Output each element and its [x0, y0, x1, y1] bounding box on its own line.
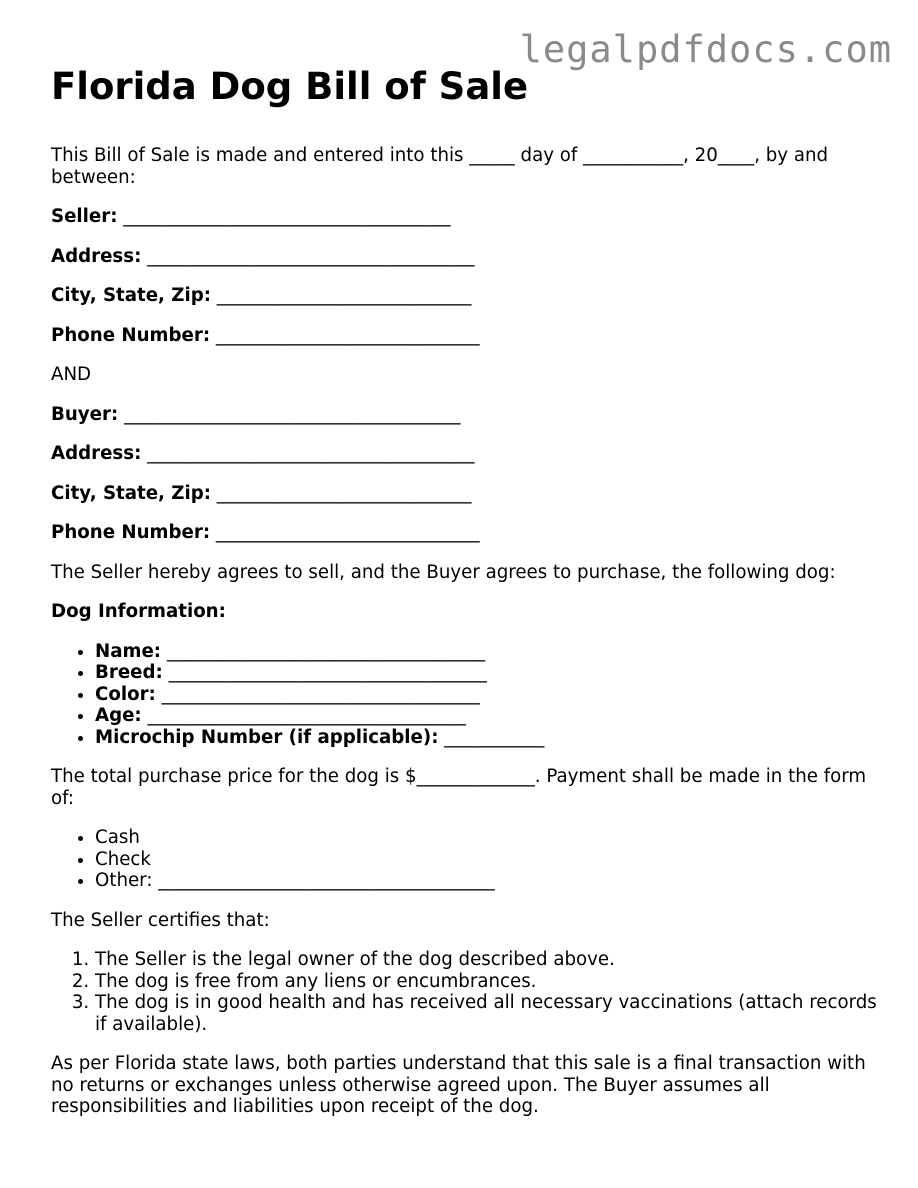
- payment-option-other: • Other: _____________________________________: [95, 870, 881, 892]
- seller-name-field: [51, 206, 881, 228]
- dog-color-blank: ___________________________________: [155, 683, 480, 705]
- dog-info-list: [51, 641, 881, 749]
- dog-color-label: Color:: [95, 683, 156, 705]
- list-item: [95, 705, 881, 727]
- seller-name-blank: ____________________________________: [117, 206, 451, 227]
- watermark: legalpdfdocs.com: [519, 28, 892, 71]
- buyer-phone-field: [51, 522, 881, 544]
- price-paragraph: The total purchase price for the dog is $_____________. Payment shall be made in the form of:: [51, 766, 867, 809]
- document-body: [51, 64, 881, 1136]
- list-item: [95, 662, 881, 684]
- certify-paragraph: The Seller certifies that:: [51, 909, 270, 931]
- list-item: 3. The dog is in good health and has received all necessary vaccinations (attach records if available).: [95, 992, 881, 1035]
- payment-option-cash: • Cash: [95, 827, 881, 849]
- dog-age-blank: ___________________________________: [141, 705, 466, 726]
- seller-city-blank: ____________________________: [211, 285, 472, 306]
- seller-city-field: [51, 285, 881, 307]
- buyer-phone-label: Phone Number:: [51, 522, 211, 543]
- dog-breed-label: Breed:: [95, 662, 163, 683]
- seller-city-label: City, State, Zip:: [51, 285, 212, 306]
- list-item: [95, 727, 881, 749]
- buyer-address-label: Address:: [51, 443, 142, 464]
- seller-address-field: [51, 246, 881, 268]
- list-item: 1. The Seller is the legal owner of the dog described above.: [95, 949, 881, 971]
- payment-options-list: [51, 827, 881, 892]
- and-separator: AND: [51, 364, 92, 385]
- seller-address-blank: ____________________________________: [141, 245, 475, 267]
- buyer-phone-blank: _____________________________: [210, 522, 480, 543]
- buyer-address-field: [51, 443, 881, 465]
- certifications-list: [51, 949, 881, 1035]
- dog-info-heading: Dog Information:: [51, 601, 226, 622]
- dog-name-label: Name:: [95, 640, 162, 662]
- seller-name-label: Seller:: [51, 206, 118, 227]
- buyer-name-label: Buyer:: [51, 403, 119, 425]
- seller-address-label: Address:: [51, 245, 142, 267]
- buyer-name-blank: _____________________________________: [118, 403, 461, 425]
- agreement-paragraph: The Seller hereby agrees to sell, and the Buyer agrees to purchase, the following dog:: [51, 561, 836, 583]
- buyer-city-label: City, State, Zip:: [51, 482, 212, 504]
- buyer-city-blank: ____________________________: [211, 482, 472, 504]
- dog-age-label: Age:: [95, 705, 142, 726]
- list-item: 2. The dog is free from any liens or encumbrances.: [95, 971, 881, 993]
- buyer-address-blank: ____________________________________: [141, 443, 475, 464]
- payment-option-check: • Check: [95, 849, 881, 871]
- list-item: [95, 684, 881, 706]
- dog-breed-blank: ___________________________________: [162, 662, 487, 683]
- buyer-city-field: [51, 483, 881, 505]
- buyer-name-field: [51, 404, 881, 426]
- document-title: Florida Dog Bill of Sale: [51, 65, 529, 108]
- seller-phone-label: Phone Number:: [51, 324, 211, 346]
- list-item: [95, 641, 881, 663]
- intro-paragraph: This Bill of Sale is made and entered into this _____ day of ___________, 20____, by and between:: [51, 145, 829, 188]
- closing-paragraph: As per Florida state laws, both parties understand that this sale is a final transaction with no returns or exchanges unless otherwise agreed upon. The Buyer assumes all responsibilities and liabilities upon receipt of the dog.: [51, 1053, 866, 1117]
- dog-microchip-label: Microchip Number (if applicable):: [95, 726, 439, 748]
- seller-phone-blank: _____________________________: [210, 324, 480, 346]
- dog-name-blank: ___________________________________: [161, 640, 486, 662]
- seller-phone-field: [51, 325, 881, 347]
- dog-info-heading-row: [51, 601, 881, 623]
- dog-microchip-blank: ___________: [438, 726, 545, 748]
